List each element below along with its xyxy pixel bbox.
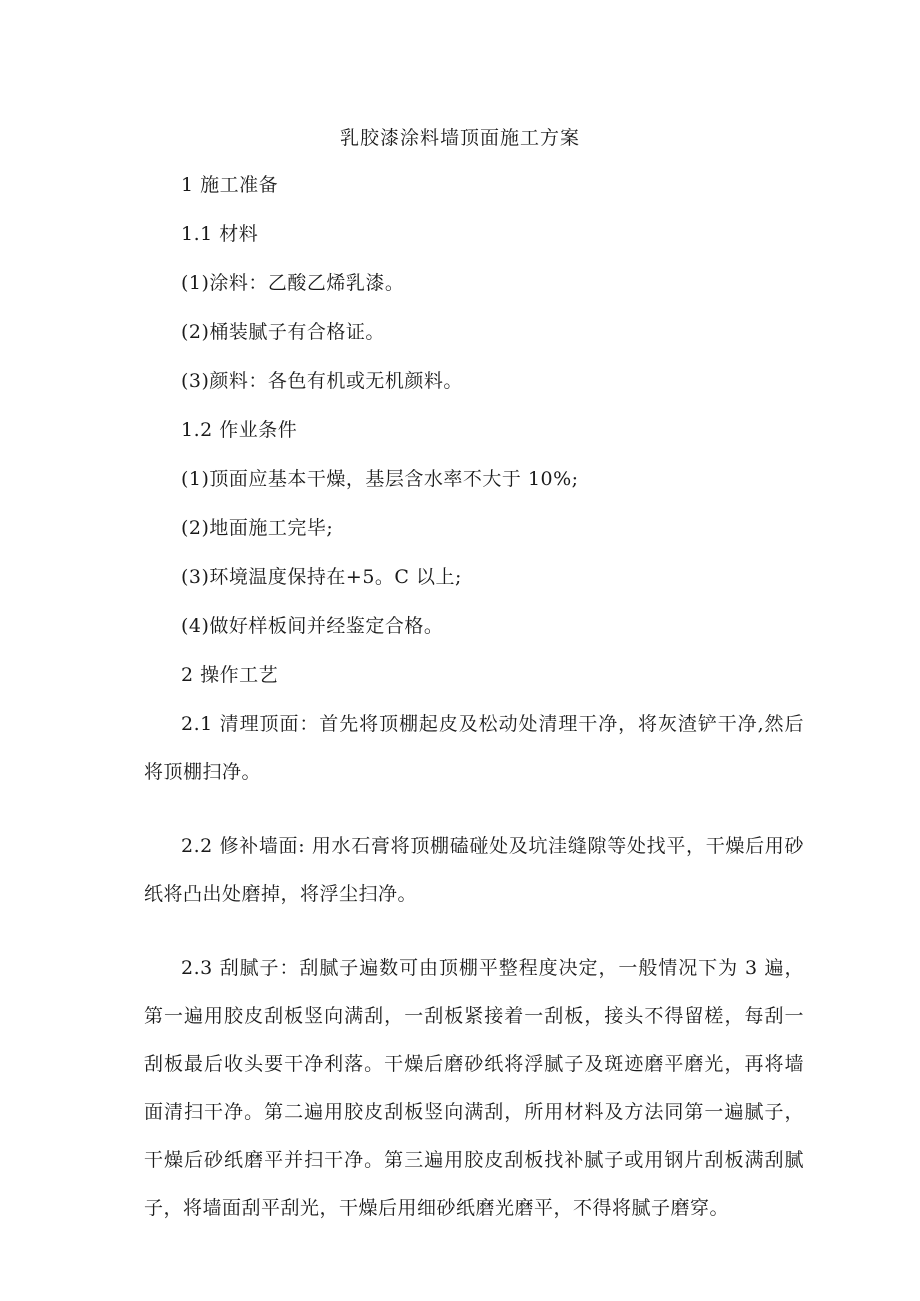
condition-item-1: (1)顶面应基本干燥，基层含水率不大于 10%; (181, 468, 579, 490)
paragraph-2-2: 2.2 修补墙面: 用水石膏将顶棚磕碰处及坑洼缝隙等处找平，干燥后用砂纸将凸出处磨掉，将浮尘扫净。 (144, 835, 804, 905)
material-item-1: (1)涂料：乙酸乙烯乳漆。 (181, 272, 405, 294)
section-2-heading: 2 操作工艺 (181, 664, 279, 686)
document-title: 乳胶漆涂料墙顶面施工方案 (339, 127, 580, 149)
paragraph-2-3: 2.3 刮腻子：刮腻子遍数可由顶棚平整程度决定，一般情况下为 3 遍，第一遍用胶皮刮板竖向满刮，一刮板紧接着一刮板，接头不得留槎，每刮一刮板最后收头要干净利落。干燥后磨砂纸将浮腻子及斑迹磨平磨光，再将墙面清扫干净。第二遍用胶皮刮板竖向满刮，所用材料及方法同第一遍腻子，干燥后砂纸磨平并扫干净。第三遍用胶皮刮板找补腻子或用钢片刮板满刮腻子，将墙面刮平刮光，干燥后用细砂纸磨光磨平，不得将腻子磨穿。 (144, 957, 804, 1219)
paragraph-2-1: 2.1 清理顶面：首先将顶棚起皮及松动处清理干净，将灰渣铲干净,然后将顶棚扫净。 (144, 713, 804, 783)
section-1-heading: 1 施工准备 (181, 174, 279, 196)
material-item-2: (2)桶装腻子有合格证。 (181, 321, 385, 343)
condition-item-2: (2)地面施工完毕; (181, 517, 334, 539)
material-item-3: (3)颜料：各色有机或无机颜料。 (181, 370, 463, 392)
subsection-1-1-heading: 1.1 材料 (181, 223, 259, 245)
condition-item-3: (3)环境温度保持在+5。C 以上; (181, 566, 462, 588)
subsection-1-2-heading: 1.2 作业条件 (181, 419, 298, 441)
condition-item-4: (4)做好样板间并经鉴定合格。 (181, 615, 444, 637)
